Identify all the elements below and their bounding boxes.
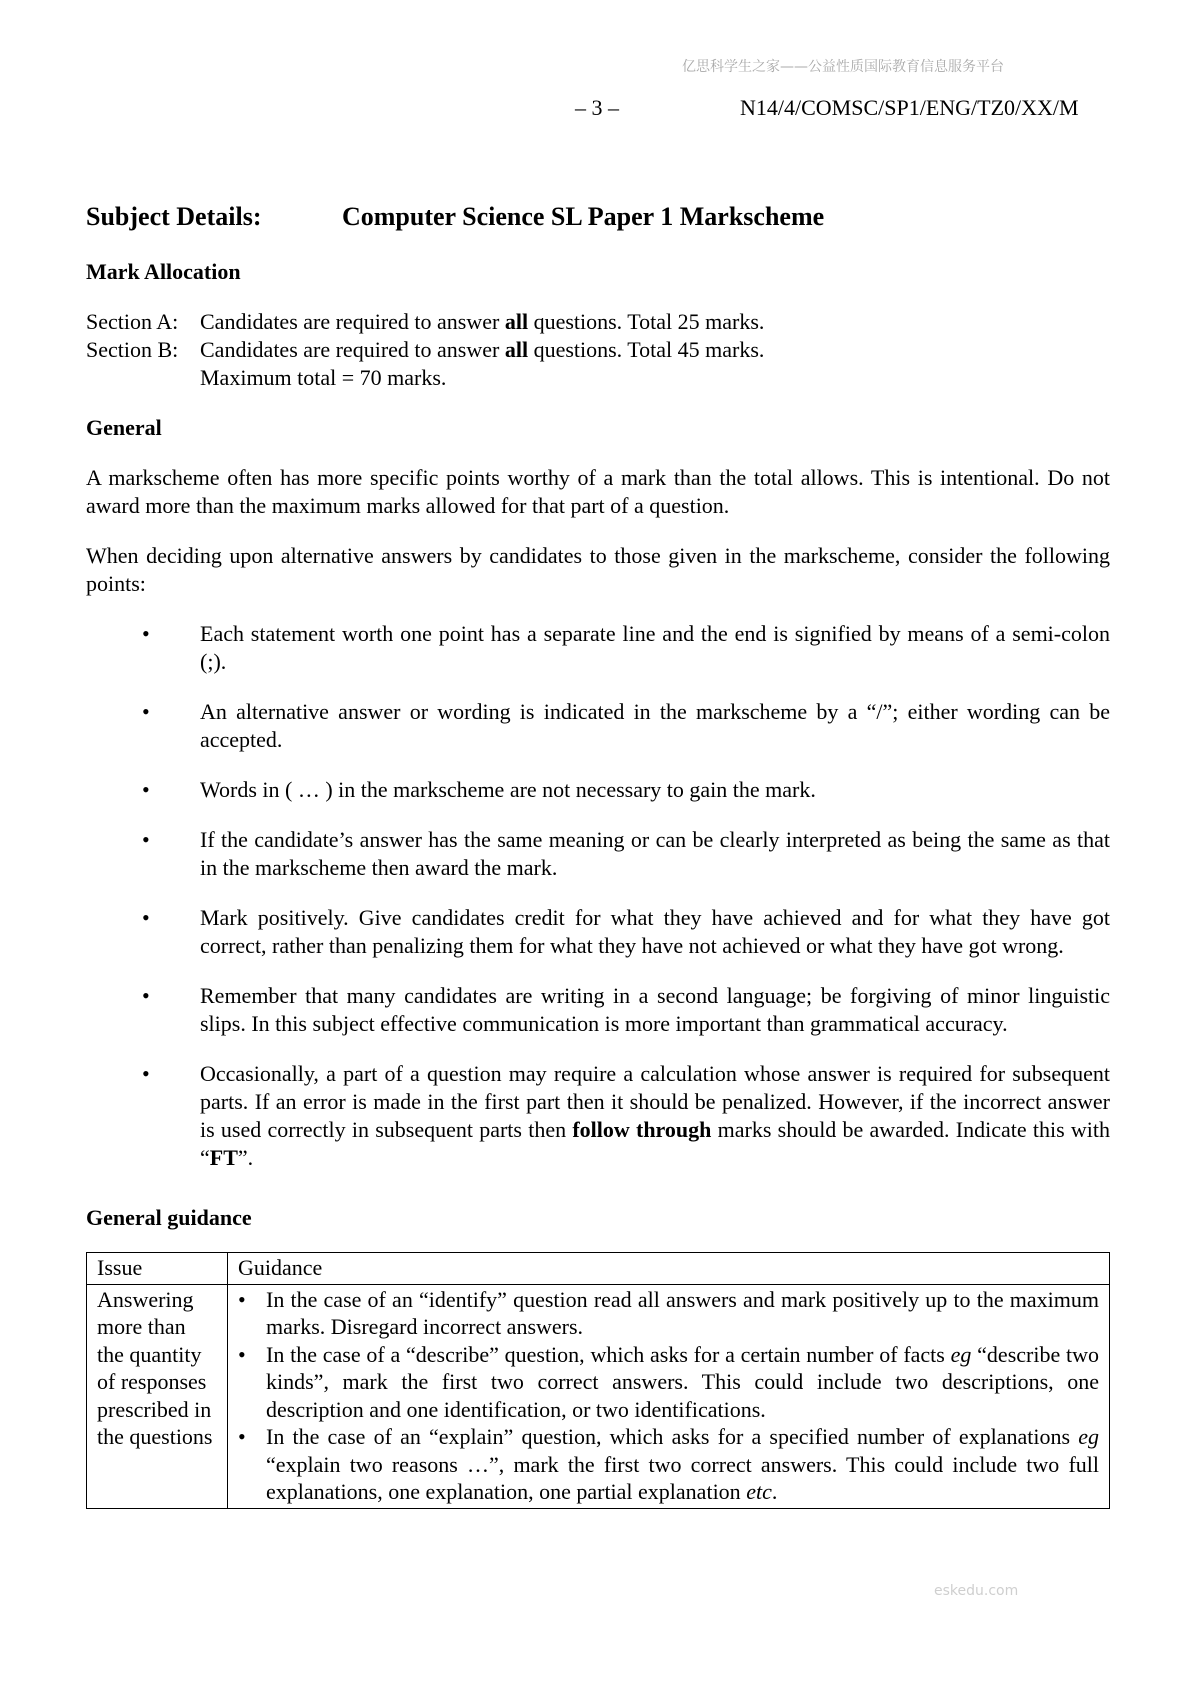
bullet: • bbox=[142, 827, 150, 852]
list-item: • Mark positively. Give candidates credit for what they have achieved and for what they have got correct, rather than penalizing them for what they have not achieved or what they have got wrong. bbox=[86, 904, 1110, 960]
guidance-cell bbox=[228, 1284, 1110, 1508]
guidance-item-explain: • In the case of an “explain” question, which asks for a specified number of explanations eg “explain two reasons …”, mark the first two correct answers. This could include two full explanations, one explanation, one partial explanation etc. bbox=[238, 1424, 1099, 1504]
bullet: • bbox=[238, 1286, 246, 1312]
column-header-issue: Issue bbox=[87, 1253, 228, 1285]
mark-allocation-heading: Mark Allocation bbox=[86, 259, 241, 284]
maximum-total-row bbox=[86, 364, 1110, 392]
list-item: • Each statement worth one point has a separate line and the end is signified by means of a semi-colon (;). bbox=[86, 620, 1110, 676]
list-item: • An alternative answer or wording is indicated in the markscheme by a “/”; either wording can be accepted. bbox=[86, 698, 1110, 754]
table-row bbox=[87, 1284, 1110, 1508]
section-a-label: Section A: bbox=[86, 309, 179, 334]
bullet: • bbox=[238, 1424, 246, 1449]
bullet: • bbox=[142, 621, 150, 646]
table-header-row bbox=[87, 1253, 1110, 1285]
subject-title: Computer Science SL Paper 1 Markscheme bbox=[342, 202, 825, 231]
bullet: • bbox=[142, 699, 150, 724]
general-paragraph-1: A markscheme often has more specific points worthy of a mark than the total allows. This is intentional. Do not award more than the maximum marks allowed for that part of a question. bbox=[86, 465, 1110, 518]
watermark-bottom: eskedu.com bbox=[934, 1583, 1019, 1599]
bullet: • bbox=[142, 777, 150, 802]
general-paragraph-2: When deciding upon alternative answers by candidates to those given in the markscheme, consider the following points: bbox=[86, 543, 1110, 596]
section-a-row bbox=[86, 308, 1110, 336]
section-b-row bbox=[86, 336, 1110, 364]
section-b-label: Section B: bbox=[86, 337, 179, 362]
marking-points-list bbox=[86, 620, 1110, 1172]
guidance-item-identify: • In the case of an “identify” question read all answers and mark positively up to the maximum marks. Disregard incorrect answers. bbox=[238, 1286, 1099, 1339]
subject-details bbox=[86, 200, 1110, 234]
section-a-text: Candidates are required to answer all questions. Total 25 marks. bbox=[200, 309, 765, 334]
guidance-table bbox=[86, 1252, 1110, 1509]
page-content bbox=[86, 200, 1110, 1509]
document-code: N14/4/COMSC/SP1/ENG/TZ0/XX/M bbox=[740, 95, 1079, 120]
section-b-text: Candidates are required to answer all questions. Total 45 marks. bbox=[200, 337, 765, 362]
general-heading: General bbox=[86, 415, 162, 440]
bullet: • bbox=[238, 1341, 246, 1367]
page-number: – 3 – bbox=[575, 95, 619, 120]
list-item: • If the candidate’s answer has the same meaning or can be clearly interpreted as being the same as that in the markscheme then award the mark. bbox=[86, 826, 1110, 882]
bullet: • bbox=[142, 1061, 150, 1086]
watermark-top: 亿思科学生之家——公益性质国际教育信息服务平台 bbox=[682, 59, 1004, 75]
bullet: • bbox=[142, 983, 150, 1008]
list-item: • Occasionally, a part of a question may require a calculation whose answer is required for subsequent parts. If an error is made in the first part then it should be penalized. However, if the incorrect answer is used correctly in subsequent parts then follow through marks should be awarded. Indicate this with “FT”. bbox=[86, 1060, 1110, 1172]
guidance-item-describe: • In the case of a “describe” question, which asks for a certain number of facts eg “describe two kinds”, mark the first two correct answers. This could include two descriptions, one description and one identification, or two identifications. bbox=[238, 1341, 1099, 1422]
bullet: • bbox=[142, 905, 150, 930]
general-guidance-heading: General guidance bbox=[86, 1205, 252, 1230]
issue-cell: Answering more than the quantity of responses prescribed in the questions bbox=[87, 1284, 228, 1508]
list-item: • Remember that many candidates are writing in a second language; be forgiving of minor linguistic slips. In this subject effective communication is more important than grammatical accuracy. bbox=[86, 982, 1110, 1038]
column-header-guidance: Guidance bbox=[228, 1253, 1110, 1285]
subject-label: Subject Details: bbox=[86, 202, 262, 231]
maximum-total: Maximum total = 70 marks. bbox=[200, 365, 447, 390]
list-item: • Words in ( … ) in the markscheme are not necessary to gain the mark. bbox=[86, 776, 1110, 804]
mark-allocation bbox=[86, 308, 1110, 392]
